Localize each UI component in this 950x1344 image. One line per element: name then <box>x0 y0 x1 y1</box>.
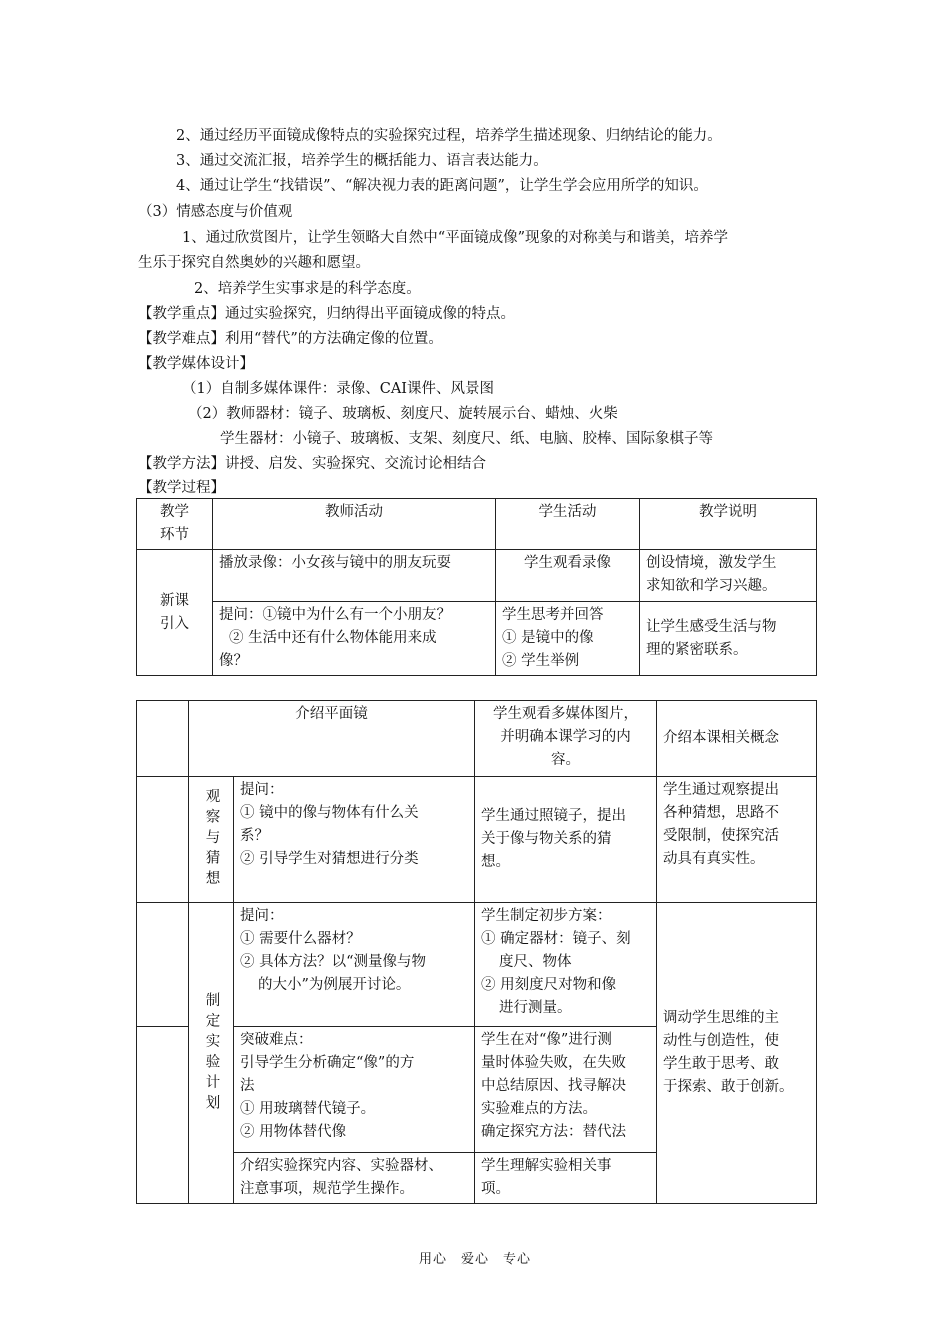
blank-cell <box>137 777 189 903</box>
header-note: 教学说明 <box>640 499 817 550</box>
student-cell: 学生通过照镜子，提出 关于像与物关系的猜 想。 <box>475 777 657 903</box>
blank-cell <box>137 701 189 777</box>
note-cell: 介绍本课相关概念 <box>657 701 817 777</box>
page-footer: 用心 爱心 专心 <box>418 1252 531 1267</box>
media-design-heading: 【教学媒体设计】 <box>138 356 254 372</box>
process-heading: 【教学过程】 <box>138 480 225 496</box>
paragraph: 2、通过经历平面镜成像特点的实验探究过程，培养学生描述现象、归纳结论的能力。 <box>176 128 722 144</box>
student-cell: 学生思考并回答 ① 是镜中的像 ② 学生举例 <box>496 602 640 676</box>
substage-observe-guess: 观察与猜想 <box>189 777 234 903</box>
student-cell: 学生观看录像 <box>496 550 640 602</box>
blank-cell <box>137 1027 189 1204</box>
lesson-table-experiment <box>136 700 817 1204</box>
teacher-cell: 提问： ① 需要什么器材？ ② 具体方法？以“测量像与物 的大小”为例展开讨论。 <box>234 903 475 1027</box>
student-cell: 学生在对“像”进行测 量时体验失败，在失败 中总结原因、找寻解决 实验难点的方法。 确定探究方法：替代法 <box>475 1027 657 1153</box>
teacher-cell: 播放录像：小女孩与镜中的朋友玩耍 <box>213 550 496 602</box>
header-student: 学生活动 <box>496 499 640 550</box>
header-stage: 教学 环节 <box>137 499 213 550</box>
teaching-method: 【教学方法】讲授、启发、实验探究、交流讨论相结合 <box>138 456 486 472</box>
paragraph: 1、通过欣赏图片，让学生领略大自然中“平面镜成像”现象的对称美与和谐美，培养学 <box>182 230 729 246</box>
header-teacher: 教师活动 <box>213 499 496 550</box>
note-cell: 创设情境，激发学生 求知欲和学习兴趣。 <box>640 550 817 602</box>
substage-plan: 制定实验计划 <box>189 903 234 1204</box>
difficult-point: 【教学难点】利用“替代”的方法确定像的位置。 <box>138 331 443 347</box>
key-point: 【教学重点】通过实验探究，归纳得出平面镜成像的特点。 <box>138 306 515 322</box>
student-cell: 学生理解实验相关事 项。 <box>475 1153 657 1204</box>
section-heading: （3）情感态度与价值观 <box>138 204 293 220</box>
lesson-table-intro <box>136 498 817 676</box>
paragraph: 3、通过交流汇报，培养学生的概括能力、语言表达能力。 <box>176 153 548 169</box>
media-item: 学生器材：小镜子、玻璃板、支架、刻度尺、纸、电脑、胶棒、国际象棋子等 <box>220 431 713 447</box>
teacher-cell: 提问： ① 镜中的像与物体有什么关 系？ ② 引导学生对猜想进行分类 <box>234 777 475 903</box>
student-cell: 学生制定初步方案： ① 确定器材：镜子、刻 度尺、物体 ② 用刻度尺对物和像 进行测量。 <box>475 903 657 1027</box>
teacher-cell: 提问：①镜中为什么有一个小朋友？ ② 生活中还有什么物体能用来成 像？ <box>213 602 496 676</box>
media-item: （2）教师器材：镜子、玻璃板、刻度尺、旋转展示台、蜡烛、火柴 <box>188 406 618 422</box>
teacher-cell: 突破难点： 引导学生分析确定“像”的方 法 ① 用玻璃替代镜子。 ② 用物体替代像 <box>234 1027 475 1153</box>
paragraph: 4、通过让学生“找错误”、“解决视力表的距离问题”，让学生学会应用所学的知识。 <box>176 178 708 194</box>
stage-cell: 新课 引入 <box>137 550 213 676</box>
note-cell: 让学生感受生活与物 理的紧密联系。 <box>640 602 817 676</box>
note-cell: 调动学生思维的主 动性与创造性，使 学生敢于思考、敢 于探索、敢于创新。 <box>657 903 817 1204</box>
teacher-cell: 介绍实验探究内容、实验器材、 注意事项，规范学生操作。 <box>234 1153 475 1204</box>
paragraph: 2、培养学生实事求是的科学态度。 <box>194 281 421 297</box>
note-cell: 学生通过观察提出 各种猜想，思路不 受限制，使探究活 动具有真实性。 <box>657 777 817 903</box>
blank-cell <box>137 903 189 1027</box>
media-item: （1）自制多媒体课件：录像、CAI课件、风景图 <box>182 381 495 397</box>
teacher-cell: 介绍平面镜 <box>189 701 475 777</box>
student-cell: 学生观看多媒体图片， 并明确本课学习的内 容。 <box>475 701 657 777</box>
paragraph: 生乐于探究自然奥妙的兴趣和愿望。 <box>138 255 370 271</box>
